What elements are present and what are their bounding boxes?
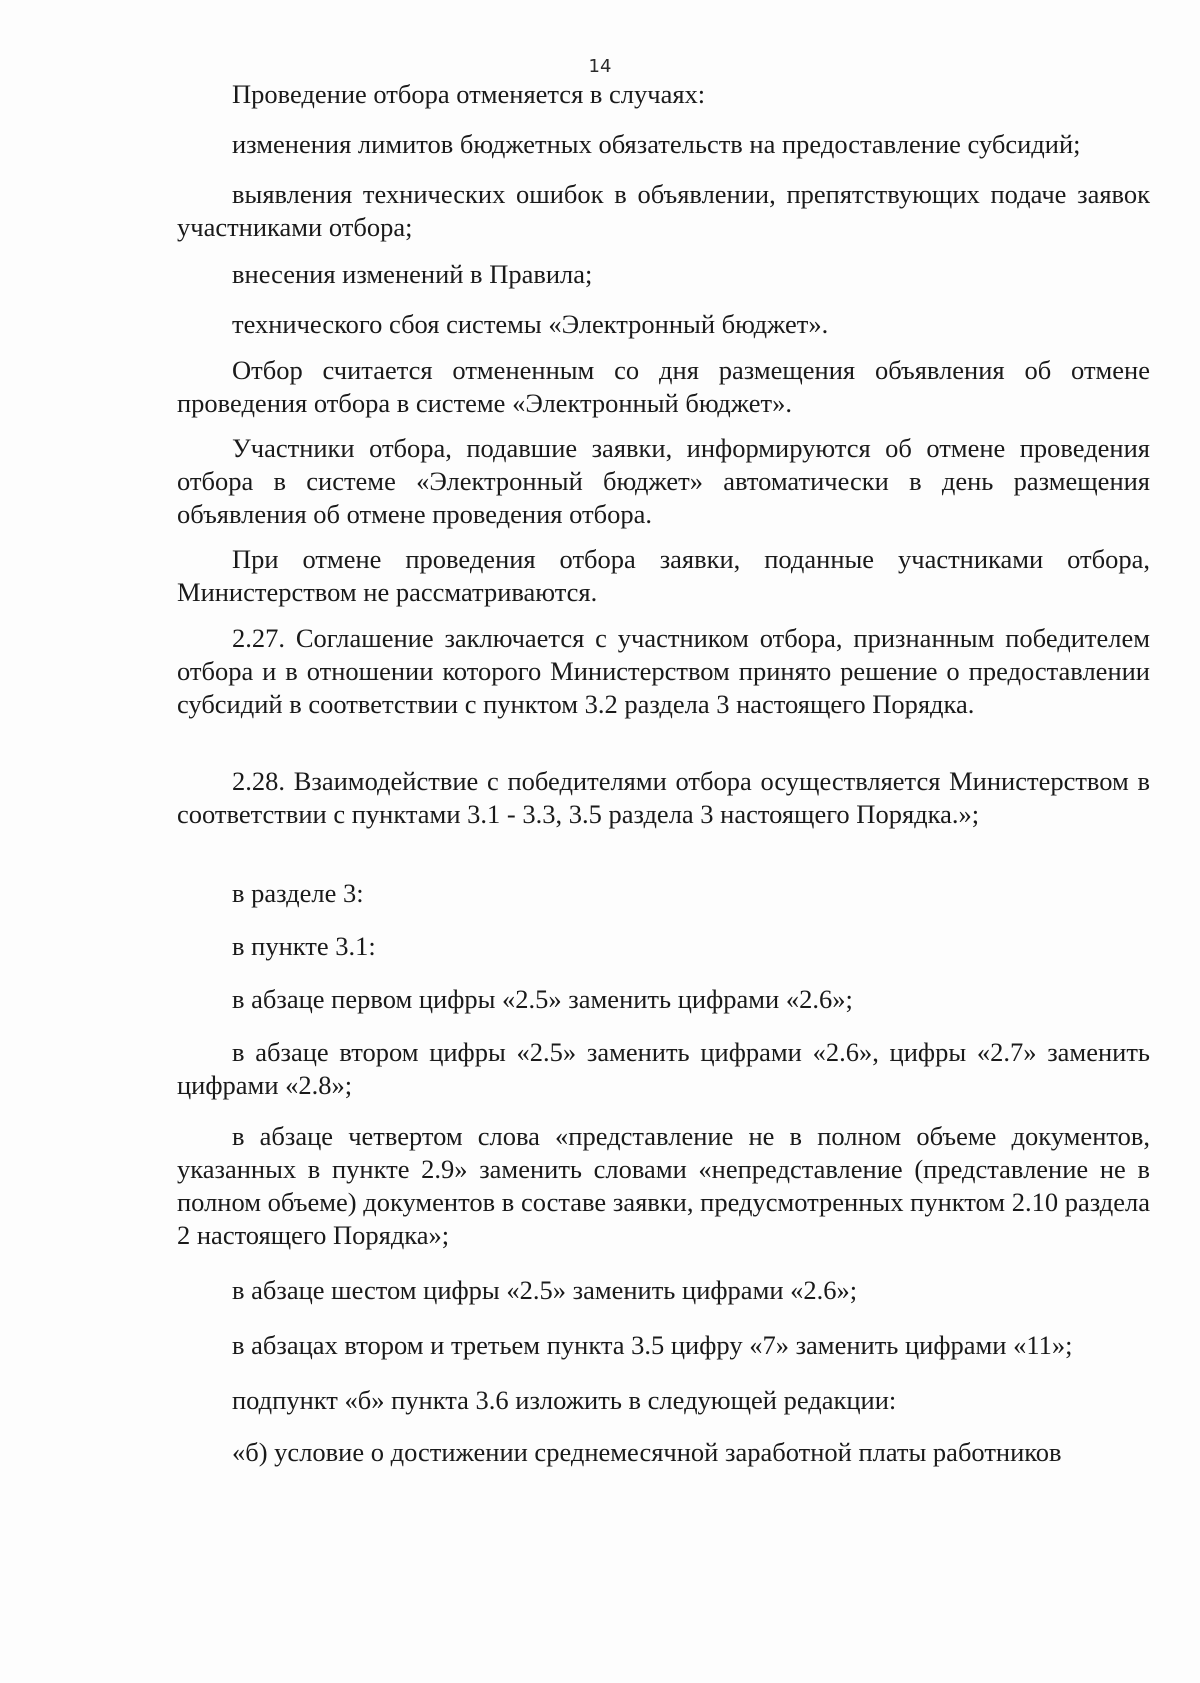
paragraph-16: в абзаце шестом цифры «2.5» заменить цифрами «2.6»;	[232, 1275, 858, 1305]
paragraph-6: Отбор считается отмененным со дня размещения объявления об отмене проведения отбора в системе «Электронный бюджет».	[177, 355, 1150, 418]
paragraph-11: в разделе 3:	[232, 878, 364, 908]
paragraph-9: 2.27. Соглашение заключается с участником отбора, признанным победителем отбора и в отношении которого Министерством принято решение о предоставлении субсидий в соответствии с пунктом 3.2 раздела 3 настоящего Порядка.	[177, 623, 1150, 719]
paragraph-12: в пункте 3.1:	[232, 931, 376, 961]
paragraph-5: технического сбоя системы «Электронный бюджет».	[232, 309, 829, 339]
paragraph-10: 2.28. Взаимодействие с победителями отбора осуществляется Министерством в соответствии с пунктами 3.1 - 3.3, 3.5 раздела 3 настоящего Порядка.»;	[177, 766, 1150, 829]
paragraph-8: При отмене проведения отбора заявки, поданные участниками отбора, Министерством не рассматриваются.	[177, 544, 1150, 607]
paragraph-1: Проведение отбора отменяется в случаях:	[232, 79, 706, 109]
paragraph-15: в абзаце четвертом слова «представление не в полном объеме документов, указанных в пункте 2.9» заменить словами «непредставление (представление не в полном объеме) документов в составе заявки, предусмотренных пунктом 2.10 раздела 2 настоящего Порядка»;	[177, 1121, 1150, 1250]
paragraph-13: в абзаце первом цифры «2.5» заменить цифрами «2.6»;	[232, 984, 853, 1014]
paragraph-14: в абзаце втором цифры «2.5» заменить цифрами «2.6», цифры «2.7» заменить цифрами «2.8»;	[177, 1037, 1150, 1100]
paragraph-3: выявления технических ошибок в объявлении, препятствующих подаче заявок участниками отбора;	[177, 179, 1150, 242]
paragraph-7: Участники отбора, подавшие заявки, информируются об отмене проведения отбора в системе «Электронный бюджет» автоматически в день размещения объявления об отмене проведения отбора.	[177, 433, 1150, 529]
paragraph-2: изменения лимитов бюджетных обязательств на предоставление субсидий;	[232, 129, 1081, 159]
page-number: 14	[588, 56, 612, 77]
paragraph-19: «б) условие о достижении среднемесячной заработной платы работников	[232, 1437, 1062, 1467]
paragraph-4: внесения изменений в Правила;	[232, 259, 593, 289]
paragraph-18: подпункт «б» пункта 3.6 изложить в следующей редакции:	[232, 1385, 897, 1415]
paragraph-17: в абзацах втором и третьем пункта 3.5 цифру «7» заменить цифрами «11»;	[232, 1330, 1073, 1360]
